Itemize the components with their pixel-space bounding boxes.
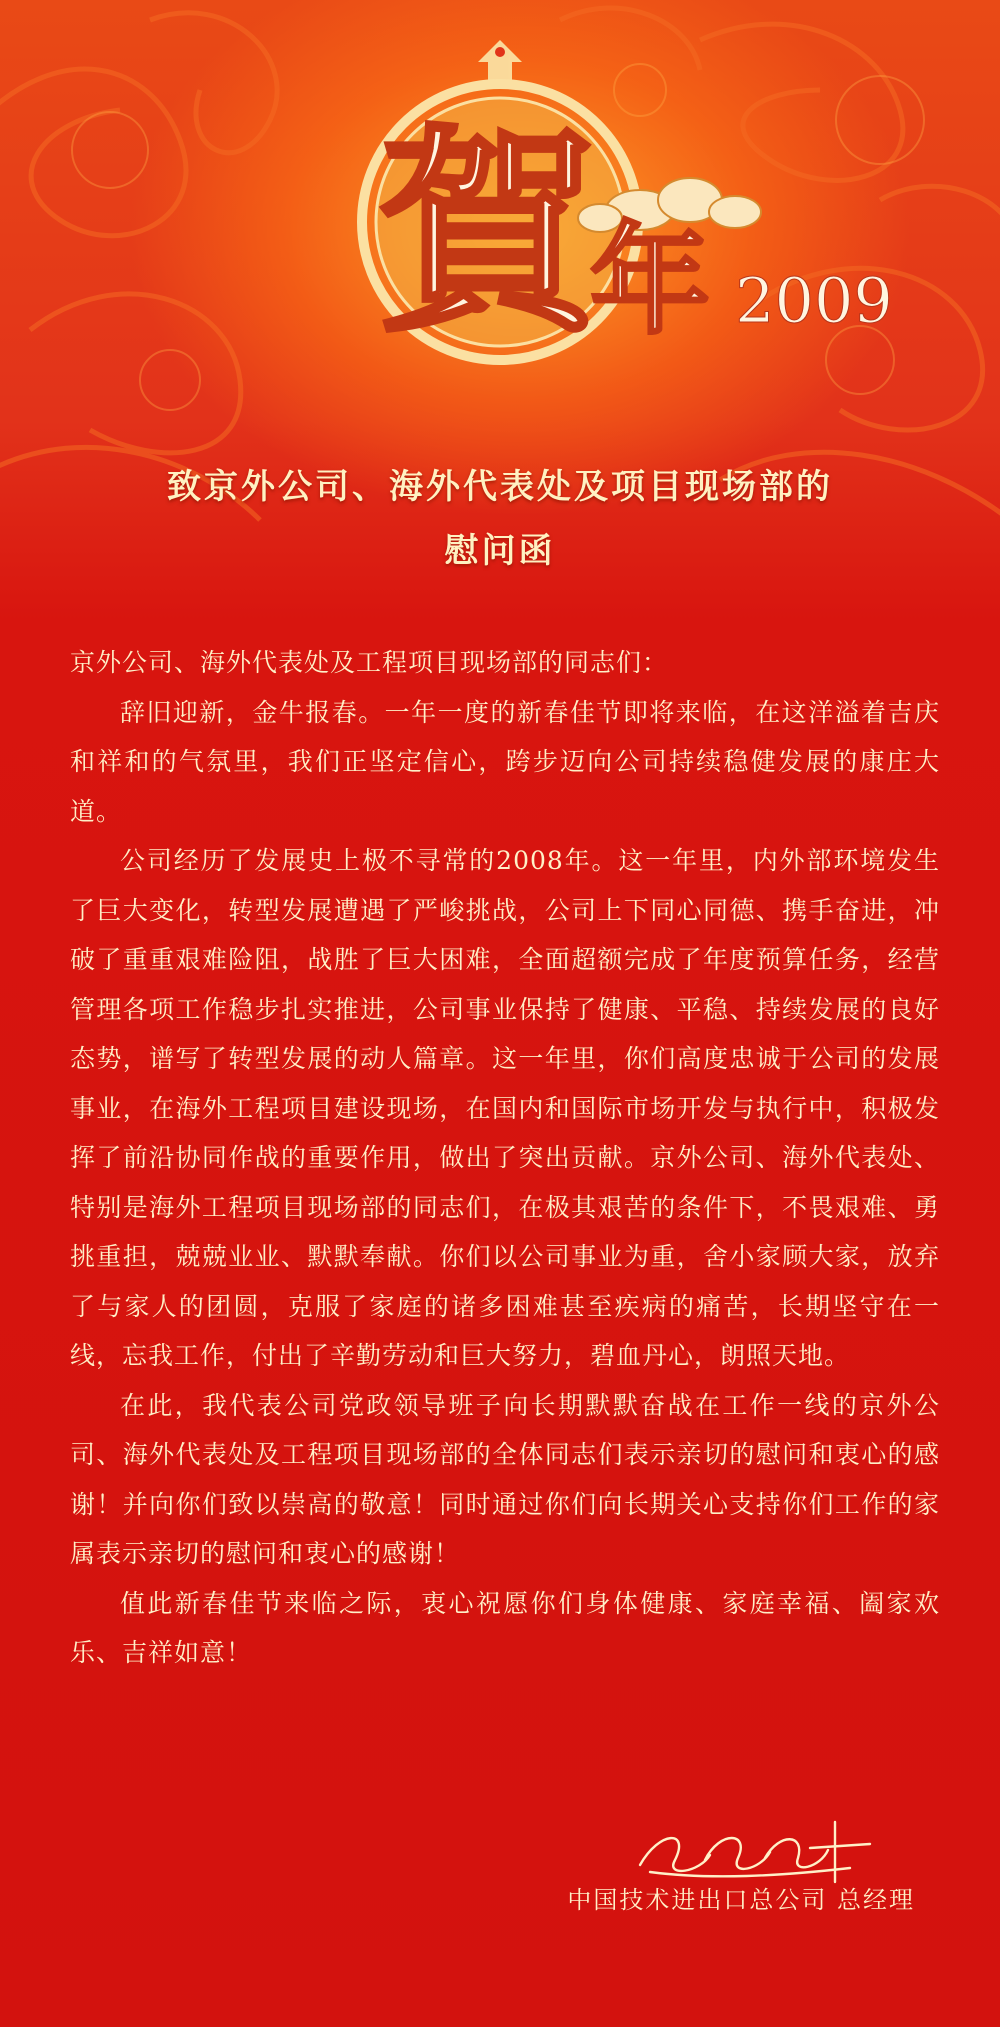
handwritten-signature	[630, 1810, 880, 1890]
title-line-1: 致京外公司、海外代表处及项目现场部的	[167, 467, 833, 507]
logo-char-he: 賀	[377, 103, 599, 362]
paragraph-3: 在此，我代表公司党政领导班子向长期默默奋战在工作一线的京外公司、海外代表处及工程项目现场部的全体同志们表示亲切的慰问和衷心的感谢！并向你们致以崇高的敬意！同时通过你们向长期关心支持你们工作的家属表示亲切的慰问和衷心的感谢！	[70, 1390, 940, 1568]
logo-char-nian: 年	[590, 210, 710, 351]
salutation: 京外公司、海外代表处及工程项目现场部的同志们：	[70, 648, 669, 677]
sign-off: 中国技术进出口总公司 总经理	[567, 1886, 915, 1914]
letter-title	[0, 455, 1000, 583]
letter-body	[70, 638, 940, 1678]
paragraph-4: 值此新春佳节来临之际，衷心祝愿你们身体健康、家庭幸福、阖家欢乐、吉祥如意！	[70, 1588, 940, 1667]
paragraph-2: 公司经历了发展史上极不寻常的2008年。这一年里，内外部环境发生了巨大变化，转型发展遭遇了严峻挑战，公司上下同心同德、携手奋进，冲破了重重艰难险阻，战胜了巨大困难，全面超额完成了年度预算任务，经营管理各项工作稳步扎实推进，公司事业保持了健康、平稳、持续发展的良好态势，谱写了转型发展的动人篇章。这一年里，你们高度忠诚于公司的发展事业，在海外工程项目建设现场，在国内和国际市场开发与执行中，积极发挥了前沿协同作战的重要作用，做出了突出贡献。京外公司、海外代表处、特别是海外工程项目现场部的同志们，在极其艰苦的条件下，不畏艰难、勇挑重担，兢兢业业、默默奉献。你们以公司事业为重，舍小家顾大家，放弃了与家人的团圆，克服了家庭的诸多困难甚至疾病的痛苦，长期坚守在一线，忘我工作，付出了辛勤劳动和巨大努力，碧血丹心，朗照天地。	[70, 846, 940, 1370]
ornament-crown	[478, 40, 522, 84]
logo-year: 2009	[735, 264, 893, 337]
title-line-2: 慰问函	[444, 531, 556, 571]
paragraph-1: 辞旧迎新，金牛报春。一年一度的新春佳节即将来临，在这洋溢着吉庆和祥和的气氛里，我们正坚定信心，跨步迈向公司持续稳健发展的康庄大道。	[70, 697, 940, 826]
